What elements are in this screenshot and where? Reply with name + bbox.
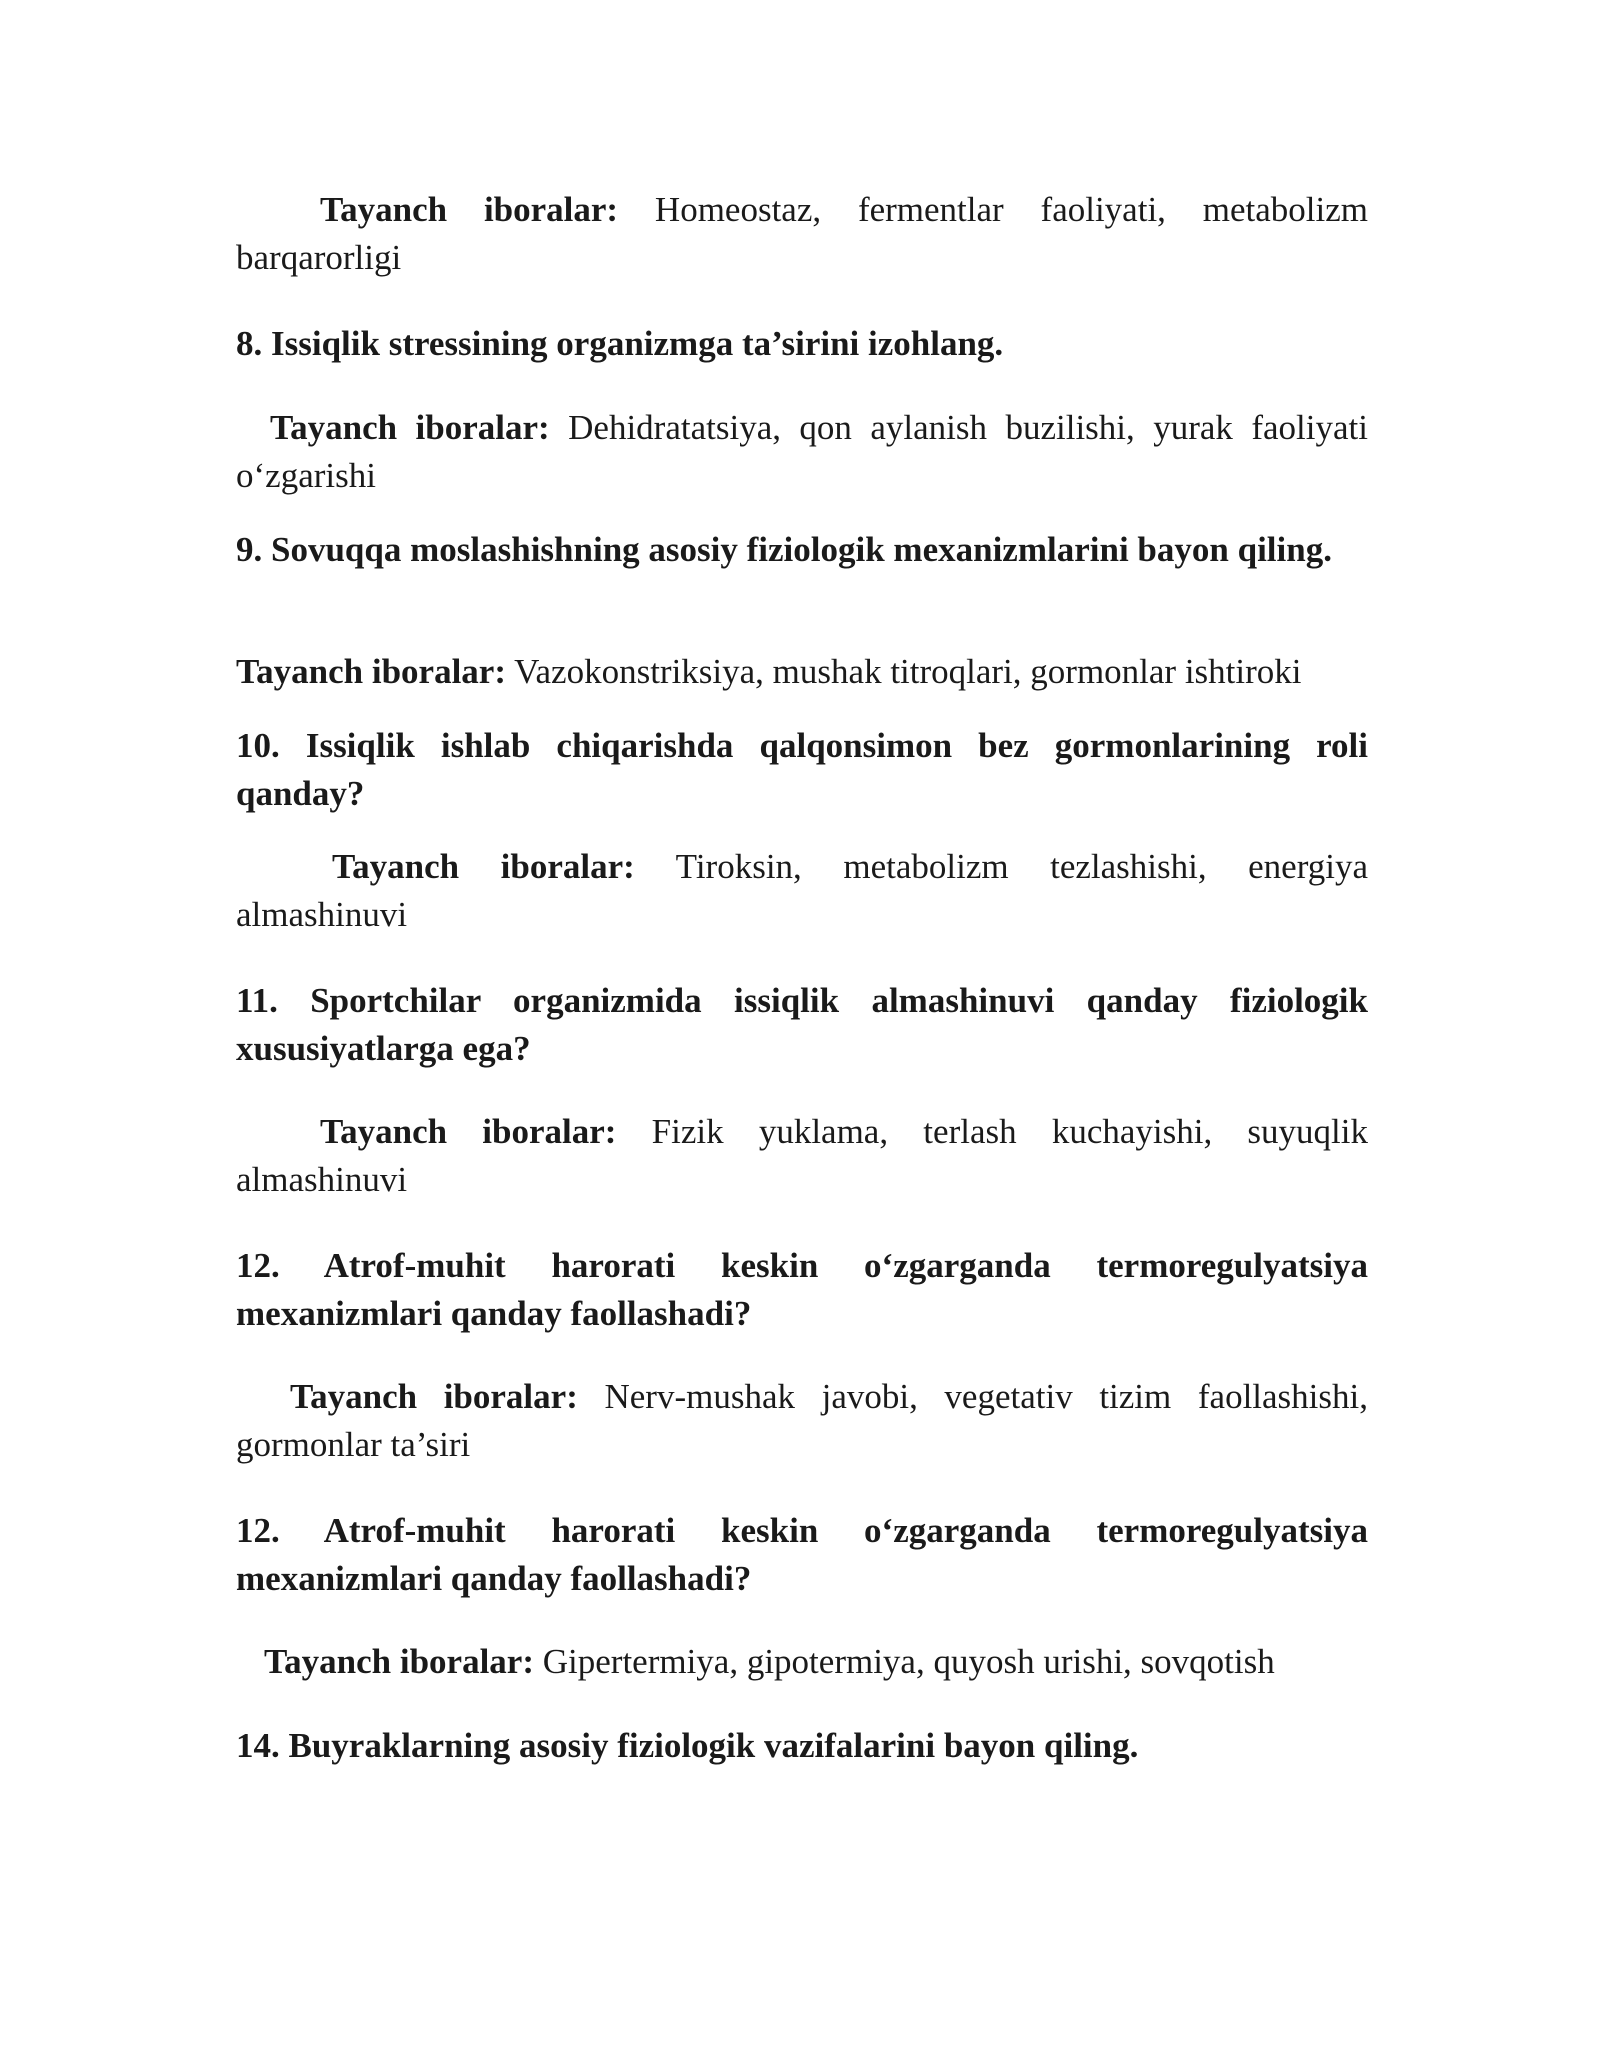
keywords-label: Tayanch iboralar:	[332, 847, 635, 886]
keywords-paragraph	[236, 648, 1368, 696]
keywords-paragraph	[236, 1638, 1368, 1686]
keywords-paragraph	[236, 186, 1368, 282]
keywords-label: Tayanch iboralar:	[270, 408, 550, 447]
question-heading	[236, 1242, 1368, 1338]
keywords-label: Tayanch iboralar:	[236, 652, 506, 691]
keywords-paragraph	[236, 1373, 1368, 1469]
question-text: 10. Issiqlik ishlab chiqarishda qalqonsimon bez gormonlarining roli qanday?	[236, 726, 1368, 813]
keywords-text: Gipertermiya, gipotermiya, quyosh urishi, sovqotish	[534, 1642, 1275, 1681]
question-text: 12. Atrof-muhit harorati keskin o‘zgarganda termoregulyatsiya mexanizmlari qanday faollashadi?	[236, 1246, 1368, 1333]
keywords-text: Tiroksin, metabolizm tezlashishi, energiya almashinuvi	[236, 847, 1368, 934]
keywords-text: Vazokonstriksiya, mushak titroqlari, gormonlar ishtiroki	[506, 652, 1302, 691]
keywords-text: Fizik yuklama, terlash kuchayishi, suyuqlik almashinuvi	[236, 1112, 1368, 1199]
question-heading	[236, 977, 1368, 1073]
keywords-paragraph	[236, 1108, 1368, 1204]
question-heading	[236, 526, 1368, 574]
keywords-text: Nerv-mushak javobi, vegetativ tizim faollashishi, gormonlar ta’siri	[236, 1377, 1368, 1464]
question-text: 12. Atrof-muhit harorati keskin o‘zgarganda termoregulyatsiya mexanizmlari qanday faollashadi?	[236, 1511, 1368, 1598]
keywords-text: Dehidratatsiya, qon aylanish buzilishi, yurak faoliyati o‘zgarishi	[236, 408, 1368, 495]
question-text: 9. Sovuqqa moslashishning asosiy fiziologik mexanizmlarini bayon qiling.	[236, 530, 1332, 569]
keywords-paragraph	[236, 404, 1368, 500]
question-heading	[236, 1507, 1368, 1603]
keywords-label: Tayanch iboralar:	[290, 1377, 578, 1416]
question-text: 8. Issiqlik stressining organizmga ta’sirini izohlang.	[236, 324, 1004, 363]
question-text: 14. Buyraklarning asosiy fiziologik vazifalarini bayon qiling.	[236, 1726, 1139, 1765]
question-heading	[236, 320, 1368, 368]
keywords-paragraph	[236, 843, 1368, 939]
keywords-label: Tayanch iboralar:	[320, 190, 619, 229]
keywords-text: Homeostaz, fermentlar faoliyati, metabolizm barqarorligi	[236, 190, 1368, 277]
question-text: 11. Sportchilar organizmida issiqlik almashinuvi qanday fiziologik xususiyatlarga ega?	[236, 981, 1368, 1068]
keywords-label: Tayanch iboralar:	[264, 1642, 534, 1681]
question-heading	[236, 722, 1368, 818]
keywords-label: Tayanch iboralar:	[320, 1112, 617, 1151]
question-heading	[236, 1722, 1368, 1770]
